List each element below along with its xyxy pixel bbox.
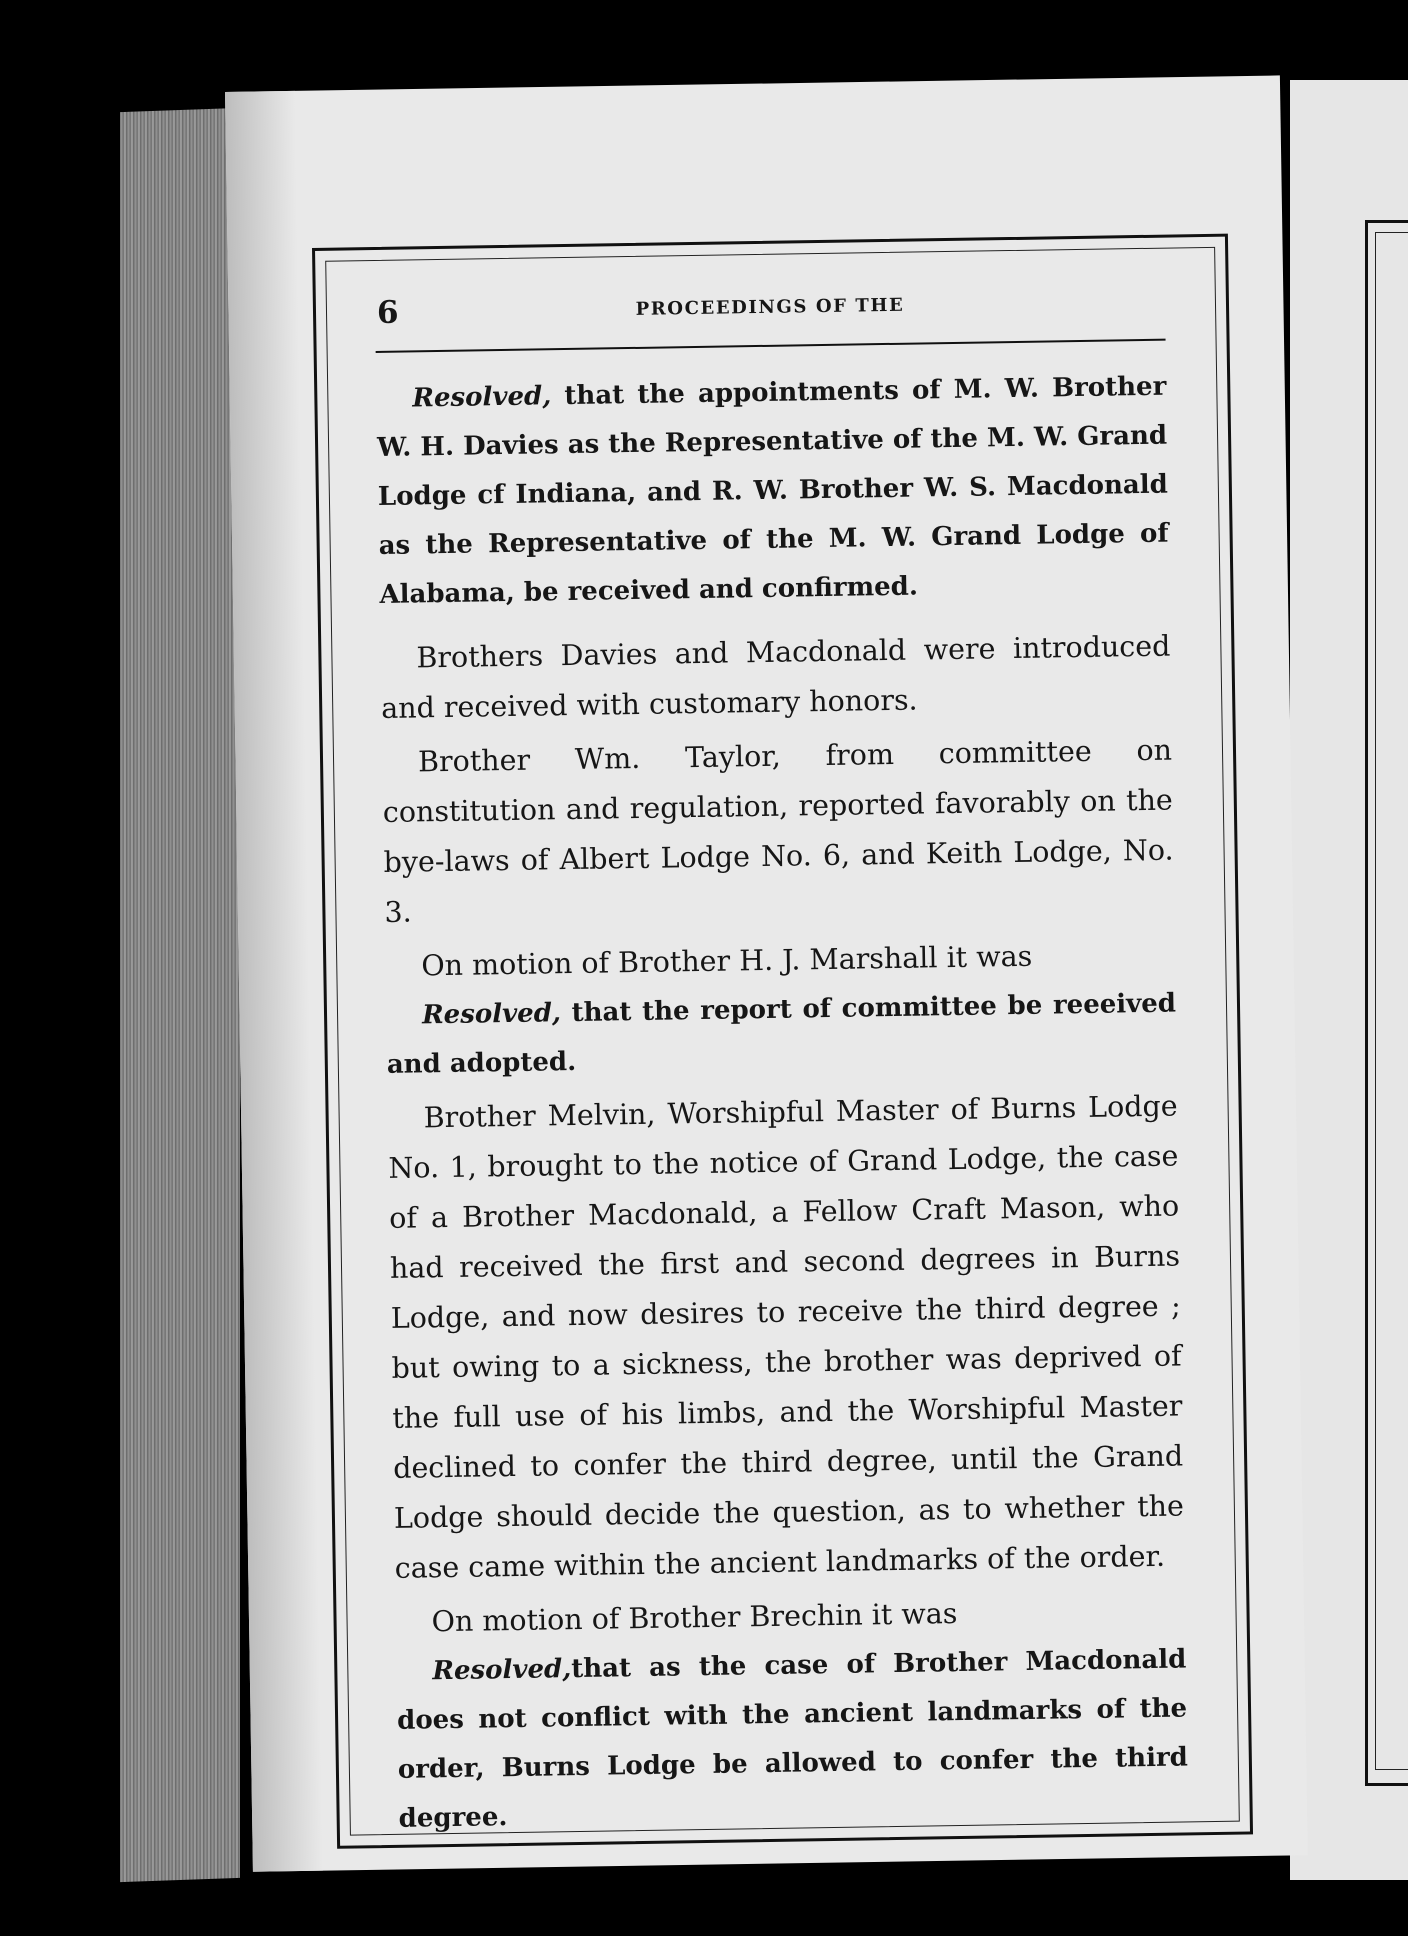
paragraph-text: On motion of Brother H. J. Marshall it was [421,939,1033,983]
paragraph-introduction [380,622,1171,734]
paragraph-text: that the report of committee be reeeived and adopted. [386,988,1177,1080]
resolved-label: Resolved, [432,1654,572,1687]
paragraph-text: Brother Wm. Taylor, from committee on constitution and regulation, reported favorably on the bye-laws of Albert Lodge No. 6, and Keith Lodge, No. 3. [382,733,1174,929]
paragraph-text: that as the case of Brother Macdonald does not conflict with the ancient landmarks of the order, Burns Lodge be allowed to confer the third degree. [396,1644,1189,1834]
paragraph-text: that the appointments of M. W. Brother W. H. Davies as the Representative of the M. W. Grand Lodge cf Indiana, and R. W. Brother W. S. Macdonald as the Representative of the M. W. Grand Lodge of Alabama, be received and confirmed. [376,371,1169,610]
page-number: 6 [376,294,399,331]
facing-page-frame-inner [1375,232,1408,1770]
resolved-label: Resolved, [412,381,552,414]
paragraph-text: Brother Melvin, Worshipful Master of Burns Lodge No. 1, brought to the notice of Grand Lodge, the case of a Brother Macdonald, a Fellow Craft Mason, who had received the first and second degrees in Burns Lodge, and now desires to receive the third degree ; but owing to a sickness, the brother was deprived of the full use of his limbs, and the Worshipful Master declined to confer the third degree, until the Grand Lodge should decide the question, as to whether the case came within the ancient landmarks of the order. [388,1089,1185,1585]
paragraph-committee-report [382,726,1175,938]
page-frame-inner [325,247,1240,1836]
paragraph-text: Brothers Davies and Macdonald were introduced and received with customary honors. [380,629,1171,725]
page-header [375,283,1166,353]
page-frame-outer [312,234,1253,1849]
paragraph-resolution-burns-lodge [396,1635,1189,1843]
resolved-label: Resolved, [421,998,562,1031]
paragraph-resolution-report [386,980,1177,1090]
book-page-edges [120,108,240,1882]
page-content [375,283,1189,1844]
paragraph-text: On motion of Brother Brechin it was [431,1597,958,1639]
paragraph-resolution-representatives [376,363,1170,620]
running-head: PROCEEDINGS OF THE [635,294,905,320]
paragraph-melvin-case [387,1082,1185,1594]
